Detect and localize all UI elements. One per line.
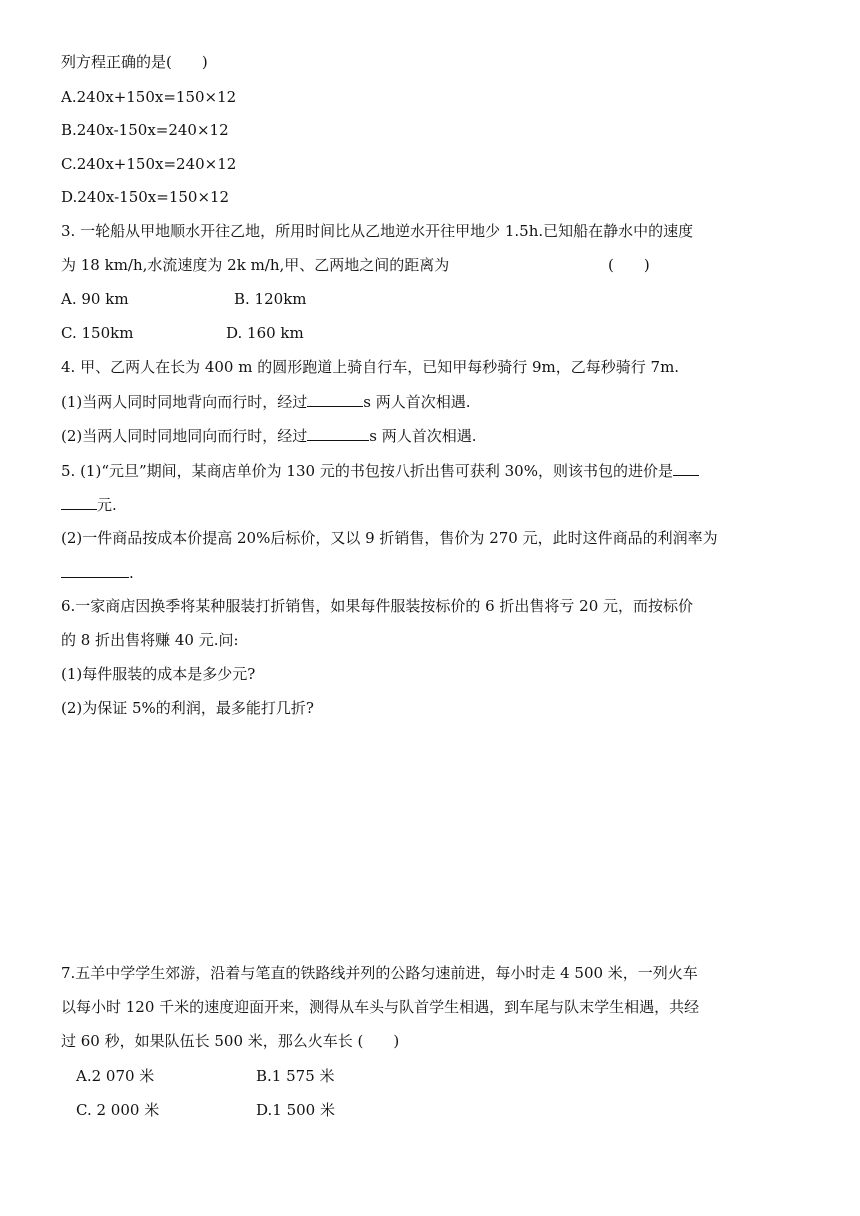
q4-part2-after: s 两人首次相遇.: [369, 427, 477, 445]
q7-option-d: D.1 500 米: [256, 1101, 335, 1119]
q7-option-c: C. 2 000 米: [76, 1101, 160, 1119]
q2-stem: 列方程正确的是( ): [61, 53, 208, 71]
q3-stem-line2: 为 18 km/h,水流速度为 2k m/h,甲、乙两地之间的距离为: [61, 256, 450, 274]
q5-part1-blank-start[interactable]: [673, 460, 699, 476]
q3-stem-line1: 3. 一轮船从甲地顺水开往乙地，所用时间比从乙地逆水开往甲地少 1.5h.已知船在静水中的速度: [61, 222, 694, 240]
q6-stem-line1: 6.一家商店因换季将某种服装打折销售，如果每件服装按标价的 6 折出售将亏 20 元，而按标价: [61, 597, 694, 615]
q3-option-d: D. 160 km: [226, 324, 304, 342]
q4-part1: [61, 391, 471, 411]
q5-part1-text: 5. (1)“元旦”期间，某商店单价为 130 元的书包按八折出售可获利 30%，则该书包的进价是: [61, 462, 673, 480]
q5-part2-after: .: [129, 564, 134, 582]
q5-part1-line1: [61, 460, 699, 480]
q4-part2-blank[interactable]: [307, 425, 369, 441]
q7-stem-line2: 以每小时 120 千米的速度迎面开来，测得从车头与队首学生相遇，到车尾与队末学生相遇，共经: [61, 998, 700, 1016]
q5-part1-after: 元.: [97, 496, 117, 514]
q4-part1-after: s 两人首次相遇.: [363, 393, 471, 411]
q2-option-a: A.240x+150x=150×12: [61, 88, 237, 106]
q4-part1-blank[interactable]: [307, 391, 363, 407]
q3-option-c: C. 150km: [61, 324, 134, 342]
q3-option-a: A. 90 km: [61, 290, 129, 308]
q7-option-a: A.2 070 米: [76, 1067, 155, 1085]
q2-option-d: D.240x-150x=150×12: [61, 188, 230, 206]
q5-part1-blank-end[interactable]: [61, 494, 97, 510]
q5-part2-line2: [61, 562, 134, 582]
q4-part2-before: (2)当两人同时同地同向而行时，经过: [61, 427, 308, 445]
q4-stem: 4. 甲、乙两人在长为 400 m 的圆形跑道上骑自行车，已知甲每秒骑行 9m，乙每秒骑行 7m.: [61, 358, 680, 376]
q3-option-b: B. 120km: [234, 290, 307, 308]
q5-part1-line2: [61, 494, 117, 514]
q5-part2-blank[interactable]: [61, 562, 129, 578]
q6-stem-line2: 的 8 折出售将赚 40 元.问:: [61, 631, 239, 649]
q7-option-b: B.1 575 米: [256, 1067, 335, 1085]
q3-answer-paren: ( ): [608, 256, 650, 274]
q2-option-b: B.240x-150x=240×12: [61, 121, 229, 139]
q5-part2-line1: (2)一件商品按成本价提高 20%后标价，又以 9 折销售，售价为 270 元，此时这件商品的利润率为: [61, 529, 718, 547]
q7-stem-line3: 过 60 秒，如果队伍长 500 米，那么火车长 ( ): [61, 1032, 400, 1050]
q7-stem-line1: 7.五羊中学学生郊游，沿着与笔直的铁路线并列的公路匀速前进，每小时走 4 500 米，一列火车: [61, 964, 698, 982]
q2-option-c: C.240x+150x=240×12: [61, 155, 237, 173]
q6-sub2: (2)为保证 5%的利润，最多能打几折?: [61, 699, 314, 717]
q4-part1-before: (1)当两人同时同地背向而行时，经过: [61, 393, 308, 411]
q6-sub1: (1)每件服装的成本是多少元?: [61, 665, 256, 683]
q4-part2: [61, 425, 477, 445]
